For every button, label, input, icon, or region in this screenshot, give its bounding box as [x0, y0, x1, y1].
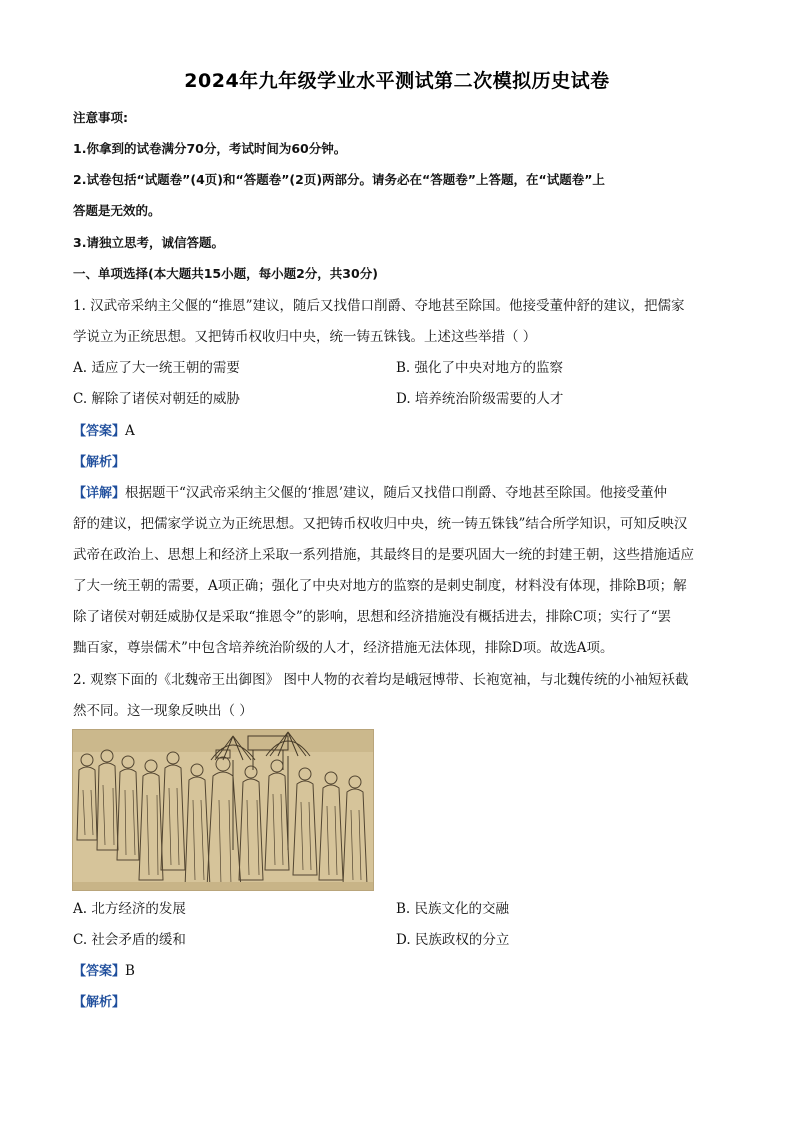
section-heading: 一、单项选择(本大题共15小题，每小题2分，共30分) [73, 266, 378, 281]
q1-detail-line-5: 除了诸侯对朝廷威胁仅是采取“推恩令”的影响，思想和经济措施没有概括进去，排除C项；实行了“罢 [73, 609, 672, 625]
detail-text: 根据题干“汉武帝采纳主父偃的‘推恩’建议，随后又找借口削爵、夺地甚至除国。他接受董仲 [125, 485, 667, 501]
answer-value: A [125, 423, 135, 439]
answer-value: B [125, 963, 135, 979]
notice-item-2: 2.试卷包括“试题卷”(4页)和“答题卷”(2页)两部分。请务必在“答题卷”上答题，在“试题卷”上 [73, 172, 605, 187]
notice-item-2-cont: 答题是无效的。 [73, 203, 161, 218]
q1-option-c: C. 解除了诸侯对朝廷的威胁 [73, 391, 240, 407]
detail-tag: 【详解】 [73, 486, 126, 501]
q2-answer [73, 961, 733, 982]
q2-stem-line-2: 然不同。这一现象反映出（ ） [73, 703, 253, 719]
q2-stem-line-1: 2. 观察下面的《北魏帝王出御图》 图中人物的衣着均是峨冠博带、长袍宽袖，与北魏传统的小袖短袄截 [73, 672, 689, 688]
q1-detail-line-2: 舒的建议，把儒家学说立为正统思想。又把铸币权收归中央，统一铸五铢钱”结合所学知识，可知反映汉 [73, 516, 688, 532]
q2-option-a: A. 北方经济的发展 [73, 901, 186, 917]
q1-option-d: D. 培养统治阶级需要的人才 [396, 391, 564, 407]
answer-tag: 【答案】 [73, 424, 126, 439]
q1-analysis [73, 452, 733, 473]
notice-item-1: 1.你拿到的试卷满分70分，考试时间为60分钟。 [73, 141, 347, 156]
answer-tag: 【答案】 [73, 964, 126, 979]
notice-item-3: 3.请独立思考，诚信答题。 [73, 235, 224, 250]
q1-answer [73, 421, 733, 442]
q1-stem-line-1: 1. 汉武帝采纳主父偃的“推恩”建议，随后又找借口削爵、夺地甚至除国。他接受董仲舒的建议，把儒家 [73, 298, 685, 314]
analysis-tag: 【解析】 [73, 455, 126, 470]
q2-option-c: C. 社会矛盾的缓和 [73, 932, 186, 948]
q1-option-a: A. 适应了大一统王朝的需要 [73, 360, 240, 376]
analysis-tag: 【解析】 [73, 995, 126, 1010]
notice-heading: 注意事项: [73, 110, 128, 125]
q2-analysis [73, 992, 733, 1013]
northern-wei-emperor-procession-image [72, 729, 374, 891]
q1-detail-line-4: 了大一统王朝的需要，A项正确；强化了中央对地方的监察的是刺史制度，材料没有体现，排除B项；解 [73, 578, 687, 594]
q2-option-d: D. 民族政权的分立 [396, 932, 510, 948]
q2-option-b: B. 民族文化的交融 [396, 901, 510, 917]
page-title: 2024年九年级学业水平测试第二次模拟历史试卷 [184, 70, 610, 92]
q1-detail-line-6: 黜百家，尊崇儒术”中包含培养统治阶级的人才，经济措施无法体现，排除D项。故选A项。 [73, 640, 614, 656]
q1-stem-line-2: 学说立为正统思想。又把铸币权收归中央，统一铸五铢钱。上述这些举措（ ） [73, 329, 537, 345]
q1-detail-line-3: 武帝在政治上、思想上和经济上采取一系列措施，其最终目的是要巩固大一统的封建王朝，这些措施适应 [73, 547, 694, 563]
q1-detail-line-1 [73, 483, 733, 504]
q1-option-b: B. 强化了中央对地方的监察 [396, 360, 564, 376]
